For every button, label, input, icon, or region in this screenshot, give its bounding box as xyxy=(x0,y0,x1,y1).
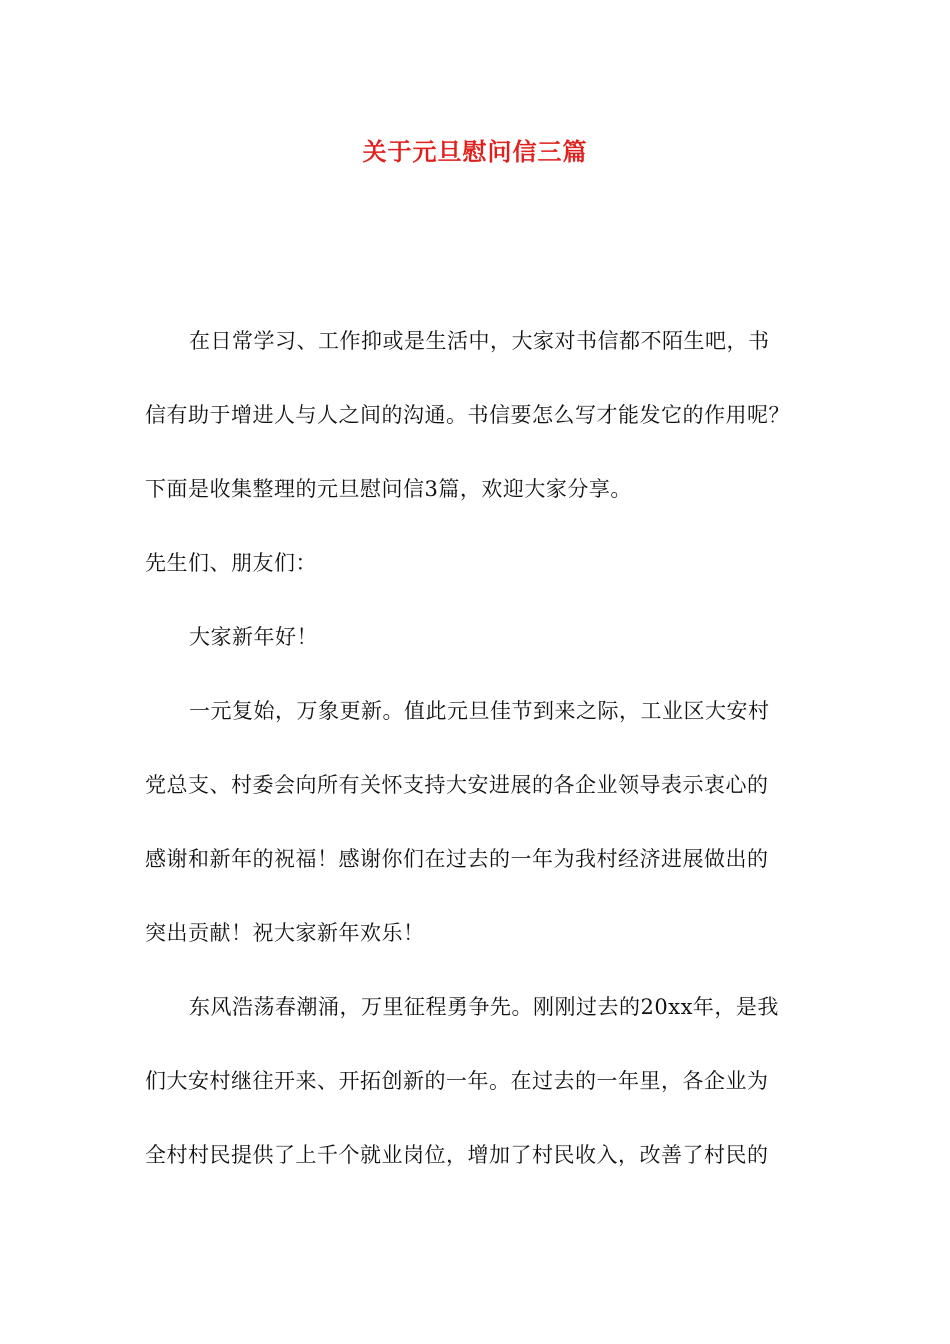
paragraph-line: 下面是收集整理的元旦慰问信3篇，欢迎大家分享。 xyxy=(145,477,632,501)
paragraph-line: 全村村民提供了上千个就业岗位，增加了村民收入，改善了村民的 xyxy=(145,1143,769,1167)
document-body xyxy=(145,322,815,1210)
paragraph-line: 们大安村继往开来、开拓创新的一年。在过去的一年里，各企业为 xyxy=(145,1069,769,1093)
paragraph-line: 一元复始，万象更新。值此元旦佳节到来之际，工业区大安村 xyxy=(189,699,770,723)
paragraph-line: 感谢和新年的祝福！感谢你们在过去的一年为我村经济进展做出的 xyxy=(145,847,769,871)
greeting-line: 大家新年好！ xyxy=(189,625,318,649)
paragraph-line: 党总支、村委会向所有关怀支持大安进展的各企业领导表示衷心的 xyxy=(145,773,769,797)
salutation-line: 先生们、朋友们： xyxy=(145,551,317,575)
paragraph-line: 在日常学习、工作抑或是生活中，大家对书信都不陌生吧，书 xyxy=(189,329,770,353)
paragraph-line: 突出贡献！祝大家新年欢乐！ xyxy=(145,921,425,945)
document-title: 关于元旦慰问信三篇 xyxy=(362,137,588,166)
paragraph-line: 信有助于增进人与人之间的沟通。书信要怎么写才能发它的作用呢？ xyxy=(145,403,790,427)
paragraph-line: 东风浩荡春潮涌，万里征程勇争先。刚刚过去的20xx年，是我 xyxy=(189,995,779,1019)
